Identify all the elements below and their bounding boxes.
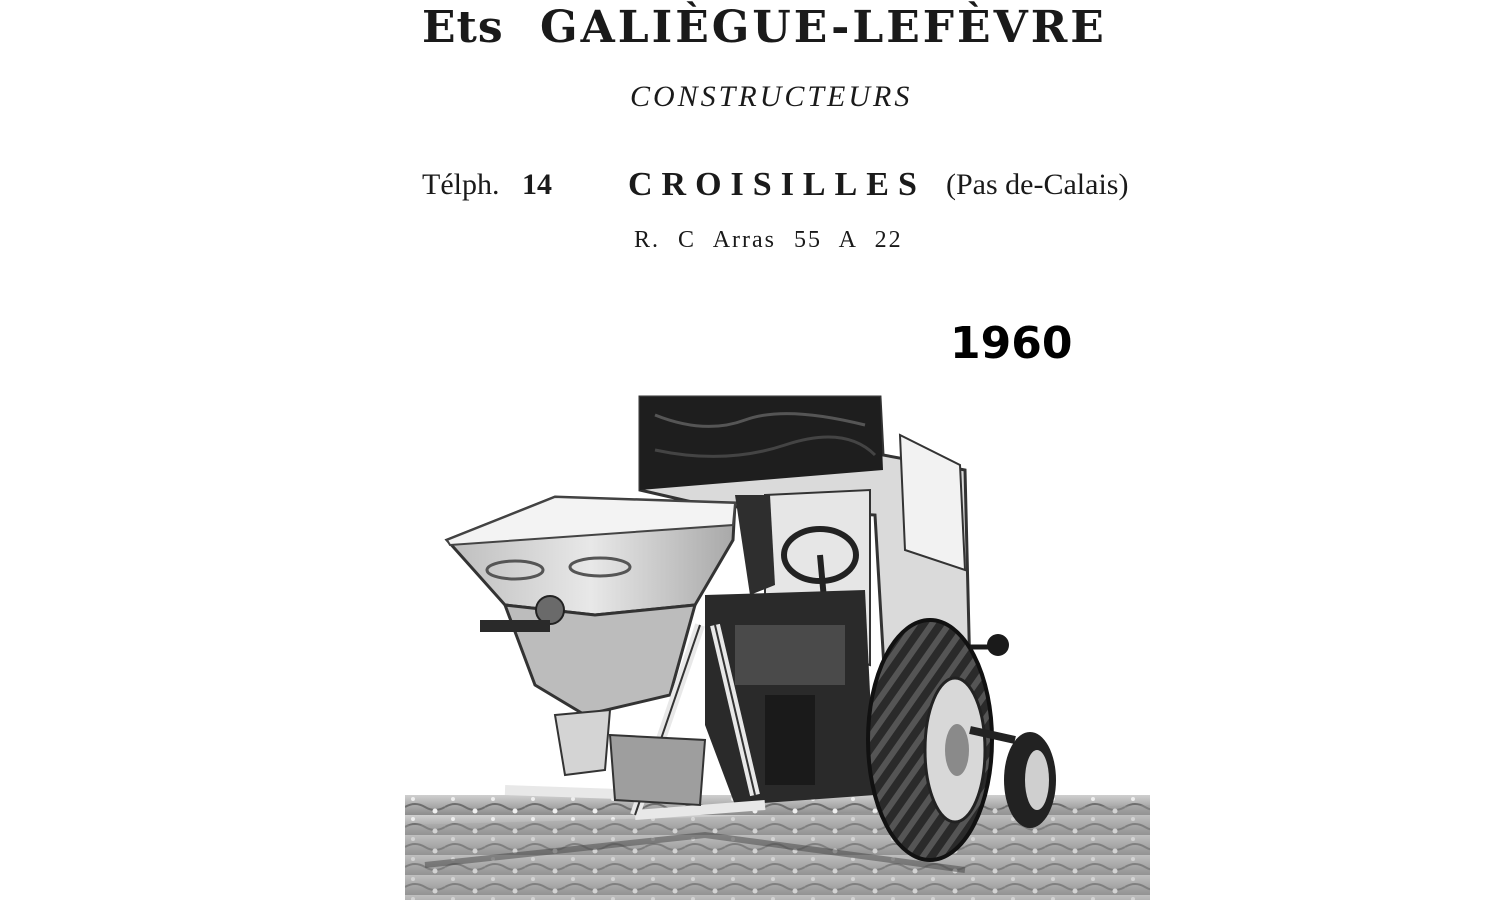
city-name: CROISILLES <box>628 166 926 203</box>
region-name: (Pas de-Calais) <box>946 168 1129 201</box>
company-subtitle: CONSTRUCTEURS <box>630 80 913 113</box>
company-name: GALIÈGUE-LEFÈVRE <box>540 2 1107 53</box>
registry-number: R. C Arras 55 A 22 <box>634 227 903 253</box>
year-label: 1960 <box>950 318 1073 369</box>
tractor-photo <box>405 395 1150 900</box>
rear-wheel <box>868 620 992 860</box>
fertilizer-hopper <box>447 497 735 715</box>
company-prefix: Ets <box>422 2 504 53</box>
phone-number: 14 <box>522 168 552 201</box>
phone-label: Télph. <box>422 168 500 201</box>
